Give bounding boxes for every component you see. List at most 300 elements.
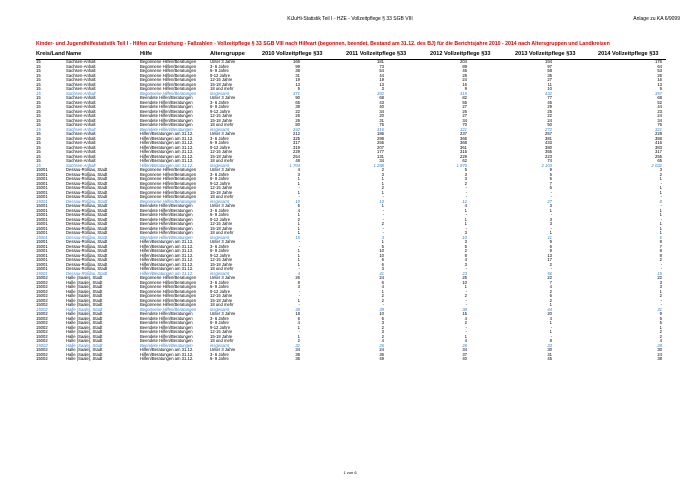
row-value-2011: 13 [379,81,384,87]
row-value-2013: 11 [547,234,552,240]
row-value-2011: 2 [381,324,384,330]
row-hilfe: Beendete Hilfen/Beratungen [140,338,193,343]
row-value-2013: 31 [547,351,552,357]
row-value-2010: 229 [293,149,300,154]
row-kreis: 15 [36,95,41,100]
row-value-2014: 53 [657,68,662,73]
row-value-2010: - [298,194,300,199]
row-kreis: 15002 [36,293,48,298]
row-value-2013: 24 [547,117,552,123]
row-value-2010: 10 [295,198,300,204]
row-value-2011: 3 [381,86,384,91]
row-altersgruppe: insgesamt [210,306,230,312]
row-value-2014: 65 [657,158,662,163]
row-value-2012: 34 [462,117,467,123]
row-value-2011: 10 [379,248,384,253]
row-value-2013: 381 [545,135,552,141]
row-altersgruppe: 3- 6 Jahre [210,315,229,321]
row-value-2014: 68 [657,95,662,100]
row-kreis: 15001 [36,216,48,222]
row-value-2014: 44 [657,104,662,109]
row-hilfe: Begonnene Hilfen/Beratungen [140,176,197,181]
row-name: Dessau-Roßlau, Stadt [66,212,108,217]
row-value-2014: 317 [655,149,662,154]
row-value-2011: 3 [381,266,384,271]
row-hilfe: Begonnene Hilfen/Beratungen [140,77,197,82]
row-value-2012: 82 [462,95,467,100]
row-value-2014: 22 [657,275,662,280]
row-value-2012: - [465,189,467,195]
row-altersgruppe: 15-18 Jahre [210,261,233,267]
row-altersgruppe: 18 und mehr [210,86,234,91]
row-value-2010: 13 [295,81,300,87]
row-value-2012: 26 [462,342,467,348]
row-kreis: 15001 [36,248,48,253]
row-altersgruppe: 18 und mehr [210,158,234,163]
row-value-2011: 316 [377,126,384,132]
row-value-2012: 23 [462,270,467,276]
row-value-2011: 24 [379,347,384,352]
row-name: Dessau-Roßlau, Stadt [66,207,108,213]
row-kreis: 15 [36,122,41,127]
row-kreis: 15001 [36,257,48,262]
row-hilfe: Beendete Hilfen/Beratungen [140,117,193,123]
row-value-2011: 20 [379,113,384,118]
row-hilfe: Begonnene Hilfen/Beratungen [140,72,197,78]
row-altersgruppe: 15-18 Jahre [210,189,233,195]
row-value-2013: 4 [549,284,552,289]
row-value-2012: 3 [464,176,467,181]
row-value-2012: 70 [462,122,467,127]
row-value-2012: 366 [460,135,467,141]
table-title: Kinder- und Jugendhilfestatistik Teil I - Hilfen zur Erziehung - Fallzahlen - Vollzeitpflege § 33 SGB VIII nach Hilfeart (begonnen, beendet, Bestand am 31.12. des BJ) für die Berichtsjahre 2010 - 2014 nach Altersgruppen und Landkreisen [36,41,610,47]
row-value-2010: 26 [295,117,300,123]
row-value-2014: 15 [657,270,662,276]
row-hilfe: Begonnene Hilfen/Beratungen [140,302,197,307]
row-altersgruppe: insgesamt [210,90,230,96]
row-name: Sachsen-Anhalt [66,59,96,64]
row-kreis: 15 [36,144,41,150]
row-kreis: 15 [36,99,41,105]
row-value-2011: 3 [381,320,384,325]
row-value-2013: 380 [545,144,552,150]
row-value-2013: 5 [549,171,552,177]
row-value-2012: 15 [462,311,467,316]
row-value-2013: 223 [545,153,552,159]
row-value-2012: 2 [464,320,467,325]
row-altersgruppe: 3- 6 Jahre [210,243,229,249]
row-value-2014: 255 [655,153,662,159]
row-hilfe: Begonnene Hilfen/Beratungen [140,171,197,177]
row-name: Halle (Saale), Stadt [66,288,103,294]
row-value-2012: - [465,194,467,199]
row-name: Sachsen-Anhalt [66,95,96,100]
row-kreis: 15001 [36,171,48,177]
table-row [36,357,666,362]
row-value-2014: - [660,216,662,222]
row-kreis: 15002 [36,279,48,285]
row-value-2013: 257 [545,131,552,136]
row-value-2013: 7 [549,279,552,285]
col-header-kreis: Kreis/Land [36,51,65,57]
row-name: Sachsen-Anhalt [66,140,96,145]
row-hilfe: Beendete Hilfen/Beratungen [140,230,193,235]
row-value-2011: 54 [379,68,384,73]
row-altersgruppe: 6- 9 Jahre [210,68,229,73]
row-value-2014: 5 [659,320,662,325]
row-value-2013: 2 [549,288,552,294]
row-value-2013: 272 [545,126,552,132]
row-kreis: 15 [36,113,41,118]
row-value-2013: 5 [549,185,552,190]
row-value-2014: 52 [657,99,662,105]
row-hilfe: Hilfen/Beratungen am 31.12. [140,149,194,154]
row-name: Sachsen-Anhalt [66,144,96,150]
row-kreis: 15001 [36,207,48,213]
row-name: Sachsen-Anhalt [66,113,96,118]
row-value-2012: 8 [464,252,467,258]
row-altersgruppe: Unter 3 Jahre [210,275,236,280]
row-altersgruppe: insgesamt [210,126,230,132]
row-value-2012: 3 [464,171,467,177]
row-value-2012: 10 [462,234,467,240]
row-value-2010: 5 [297,86,300,91]
row-hilfe: Beendete Hilfen/Beratungen [140,122,193,127]
row-altersgruppe: 6- 9 Jahre [210,320,229,325]
row-value-2012: 229 [460,153,467,159]
row-value-2012: - [465,329,467,334]
row-value-2010: 38 [295,351,300,357]
row-name: Halle (Saale), Stadt [66,342,103,348]
row-kreis: 15001 [36,230,48,235]
row-value-2012: 2 [464,293,467,298]
row-value-2013: 45 [547,99,552,105]
row-name: Dessau-Roßlau, Stadt [66,221,108,226]
row-value-2012: 4 [464,257,467,262]
row-value-2012: 12 [462,198,467,204]
row-hilfe: Beendete Hilfen/Beratungen [140,99,193,105]
row-name: Sachsen-Anhalt [66,122,96,127]
row-value-2014: 2 [659,257,662,262]
row-value-2010: 1 [297,324,300,330]
row-kreis: 15002 [36,329,48,334]
row-value-2011: 1 [381,203,384,208]
row-value-2011: 2 [381,185,384,190]
row-value-2012: 5 [464,243,467,249]
row-value-2010: - [298,329,300,334]
row-name: Dessau-Roßlau, Stadt [66,266,108,271]
row-value-2012: 62 [462,158,467,163]
row-hilfe: Hilfen/Beratungen am 31.12. [140,153,194,159]
row-value-2013: 50 [547,122,552,127]
row-altersgruppe: 12-15 Jahre [210,149,233,154]
row-value-2014: 8 [659,198,662,204]
row-value-2013: 2 [549,261,552,267]
row-kreis: 15001 [36,243,48,249]
row-value-2013: 7 [549,180,552,186]
row-name: Halle (Saale), Stadt [66,338,103,343]
row-hilfe: Hilfen/Beratungen am 31.12. [140,248,194,253]
row-value-2013: - [550,333,552,339]
row-value-2013: 432 [545,90,552,96]
row-value-2010: - [298,239,300,244]
row-value-2010: 1 [297,248,300,253]
row-kreis: 15 [36,126,41,132]
row-kreis: 15 [36,131,41,136]
row-kreis: 15002 [36,288,48,294]
row-value-2011: 76 [379,122,384,127]
row-hilfe: Hilfen/Beratungen am 31.12. [140,158,194,163]
row-name: Halle (Saale), Stadt [66,324,103,330]
row-value-2010: 3 [297,284,300,289]
row-hilfe: Hilfen/Beratungen am 31.12. [140,252,194,258]
row-kreis: 15002 [36,333,48,339]
row-hilfe: Beendete Hilfen/Beratungen [140,108,193,114]
row-value-2010: 1 [297,225,300,231]
row-kreis: 15001 [36,225,48,231]
row-kreis: 15001 [36,221,48,226]
row-altersgruppe: 3- 6 Jahre [210,171,229,177]
row-value-2010: 48 [295,158,300,163]
row-kreis: 15 [36,63,41,69]
row-hilfe: Hilfen/Beratungen am 31.12. [140,347,194,352]
row-hilfe: Beendete Hilfen/Beratungen [140,126,193,132]
row-hilfe: Hilfen/Beratungen am 31.12. [140,270,194,276]
row-value-2014: 2 [659,329,662,334]
row-name: Dessau-Roßlau, Stadt [66,198,108,204]
row-value-2010: 36 [295,356,300,361]
row-hilfe: Beendete Hilfen/Beratungen [140,311,193,316]
row-hilfe: Hilfen/Beratungen am 31.12. [140,266,194,271]
row-kreis: 15 [36,158,41,163]
row-value-2011: 19 [379,77,384,82]
row-kreis: 15001 [36,176,48,181]
row-value-2011: 6 [381,315,384,321]
row-name: Halle (Saale), Stadt [66,333,103,339]
row-value-2012: 27 [462,104,467,109]
row-kreis: 15002 [36,320,48,325]
row-value-2014: - [660,203,662,208]
row-value-2014: 1 [659,225,662,231]
row-hilfe: Begonnene Hilfen/Beratungen [140,68,197,73]
row-kreis: 15001 [36,194,48,199]
row-altersgruppe: 18 und mehr [210,230,234,235]
row-hilfe: Hilfen/Beratungen am 31.12. [140,162,194,168]
row-hilfe: Begonnene Hilfen/Beratungen [140,59,197,64]
row-value-2014: 1 [659,324,662,330]
row-name: Dessau-Roßlau, Stadt [66,180,108,186]
row-value-2014: 9 [659,311,662,316]
row-kreis: 15 [36,59,41,64]
row-value-2012: 37 [462,351,467,357]
row-value-2014: 3 [659,167,662,172]
row-value-2010: 371 [293,90,300,96]
row-value-2014: 8 [659,239,662,244]
row-hilfe: Beendete Hilfen/Beratungen [140,333,193,339]
row-altersgruppe: 6- 9 Jahre [210,356,229,361]
row-value-2011: 1 288 [373,162,384,168]
row-value-2014: 34 [657,117,662,123]
col-header-altersgruppe: Altersgruppe [210,51,245,57]
row-value-2010: 31 [295,72,300,78]
row-altersgruppe: 9-12 Jahre [210,324,231,330]
row-value-2010: 4 [297,207,300,213]
row-value-2010: 39 [295,104,300,109]
row-altersgruppe: 9-12 Jahre [210,180,231,186]
row-altersgruppe: Unter 3 Jahre [210,131,236,136]
row-value-2010: 1 [297,230,300,235]
row-value-2010: 1 [297,180,300,186]
row-kreis: 15 [36,153,41,159]
row-value-2011: 392 [377,90,384,96]
row-name: Halle (Saale), Stadt [66,320,103,325]
row-hilfe: Beendete Hilfen/Beratungen [140,95,193,100]
row-value-2012: 38 [462,306,467,312]
row-kreis: 15001 [36,266,48,271]
row-value-2014: 8 [659,248,662,253]
row-hilfe: Beendete Hilfen/Beratungen [140,221,193,226]
row-name: Sachsen-Anhalt [66,108,96,114]
row-value-2010: 4 [297,320,300,325]
row-value-2014: 228 [655,131,662,136]
row-value-2013: 5 [549,176,552,181]
row-name: Dessau-Roßlau, Stadt [66,230,108,235]
row-hilfe: Begonnene Hilfen/Beratungen [140,306,197,312]
row-value-2014: 26 [657,72,662,78]
row-kreis: 15 [36,81,41,87]
row-altersgruppe: 15-18 Jahre [210,153,233,159]
row-value-2011: 73 [379,63,384,69]
row-value-2010: 3 [297,171,300,177]
row-name: Sachsen-Anhalt [66,135,96,141]
row-value-2011: 34 [379,158,384,163]
row-value-2012: 26 [462,108,467,114]
row-kreis: 15002 [36,351,48,357]
row-value-2011: 44 [379,72,384,78]
row-altersgruppe: 12-15 Jahre [210,329,233,334]
row-value-2013: 58 [547,68,552,73]
row-name: Sachsen-Anhalt [66,153,96,159]
row-value-2011: 43 [379,99,384,105]
row-value-2012: 1 [464,221,467,226]
row-value-2013: - [550,189,552,195]
row-value-2011: 1 [381,176,384,181]
row-name: Dessau-Roßlau, Stadt [66,176,108,181]
row-kreis: 15002 [36,302,48,307]
row-value-2010: - [298,243,300,249]
row-altersgruppe: 3- 6 Jahre [210,63,229,69]
row-kreis: 15002 [36,338,48,343]
row-value-2012: 321 [460,126,467,132]
row-hilfe: Beendete Hilfen/Beratungen [140,212,193,217]
row-kreis: 15 [36,90,41,96]
row-value-2012: 25 [462,275,467,280]
row-kreis: 15002 [36,324,48,330]
row-value-2011: 4 [381,338,384,343]
row-value-2011: - [382,230,384,235]
row-altersgruppe: Unter 3 Jahre [210,347,236,352]
row-altersgruppe: 12-15 Jahre [210,185,233,190]
row-hilfe: Hilfen/Beratungen am 31.12. [140,140,194,145]
row-hilfe: Beendete Hilfen/Beratungen [140,113,193,118]
row-value-2014: 64 [657,63,662,69]
row-hilfe: Hilfen/Beratungen am 31.12. [140,135,194,141]
row-hilfe: Hilfen/Beratungen am 31.12. [140,356,194,361]
row-altersgruppe: 6- 9 Jahre [210,248,229,253]
row-value-2010: 90 [295,95,300,100]
row-kreis: 15001 [36,252,48,258]
row-value-2013: 17 [547,257,552,262]
row-name: Halle (Saale), Stadt [66,293,103,298]
row-value-2014: 1 [659,207,662,213]
row-value-2013: 56 [547,270,552,276]
row-value-2011: - [382,225,384,231]
row-value-2011: 131 [377,153,384,159]
row-kreis: 15002 [36,342,48,348]
row-name: Sachsen-Anhalt [66,63,96,69]
row-value-2010: 8 [297,279,300,285]
row-value-2010: 1 [297,176,300,181]
row-value-2010: - [298,266,300,271]
row-value-2014: 4 [659,338,662,343]
row-value-2014: 416 [655,140,662,145]
row-kreis: 15001 [36,270,48,276]
row-value-2011: 68 [379,95,384,100]
row-value-2011: 2 [381,297,384,303]
row-hilfe: Begonnene Hilfen/Beratungen [140,90,197,96]
row-value-2014: 16 [657,77,662,82]
row-value-2013: 194 [545,59,552,64]
row-value-2014: - [660,194,662,199]
row-altersgruppe: 12-15 Jahre [210,293,233,298]
row-value-2011: 2 [381,167,384,172]
row-value-2013: 355 [545,149,552,154]
row-altersgruppe: 9-12 Jahre [210,72,231,78]
row-altersgruppe: insgesamt [210,342,230,348]
row-value-2014: 24 [657,351,662,357]
row-hilfe: Beendete Hilfen/Beratungen [140,216,193,222]
table-body [36,60,666,362]
row-value-2013: 8 [549,338,552,343]
row-value-2010: 4 [297,270,300,276]
row-name: Halle (Saale), Stadt [66,347,103,352]
row-kreis: 15 [36,162,41,168]
row-value-2013: 4 [549,315,552,321]
row-value-2010: - [298,293,300,298]
row-value-2012: 361 [460,144,467,150]
row-altersgruppe: Unter 3 Jahre [210,95,236,100]
row-altersgruppe: 6- 9 Jahre [210,212,229,217]
row-hilfe: Begonnene Hilfen/Beratungen [140,275,197,280]
row-altersgruppe: Unter 3 Jahre [210,203,236,208]
row-value-2013: 1 [549,207,552,213]
row-name: Halle (Saale), Stadt [66,302,103,307]
row-value-2014: 7 [659,243,662,249]
row-value-2011: 6 [381,279,384,285]
row-kreis: 15002 [36,306,48,312]
row-altersgruppe: 12-15 Jahre [210,221,233,226]
row-value-2013: 29 [547,104,552,109]
row-altersgruppe: 12-15 Jahre [210,77,233,82]
row-kreis: 15002 [36,315,48,321]
row-name: Sachsen-Anhalt [66,90,96,96]
row-name: Sachsen-Anhalt [66,158,96,163]
row-value-2014: - [660,261,662,267]
row-altersgruppe: 3- 6 Jahre [210,207,229,213]
row-hilfe: Hilfen/Beratungen am 31.12. [140,131,194,136]
row-name: Halle (Saale), Stadt [66,306,103,312]
row-kreis: 15 [36,77,41,82]
